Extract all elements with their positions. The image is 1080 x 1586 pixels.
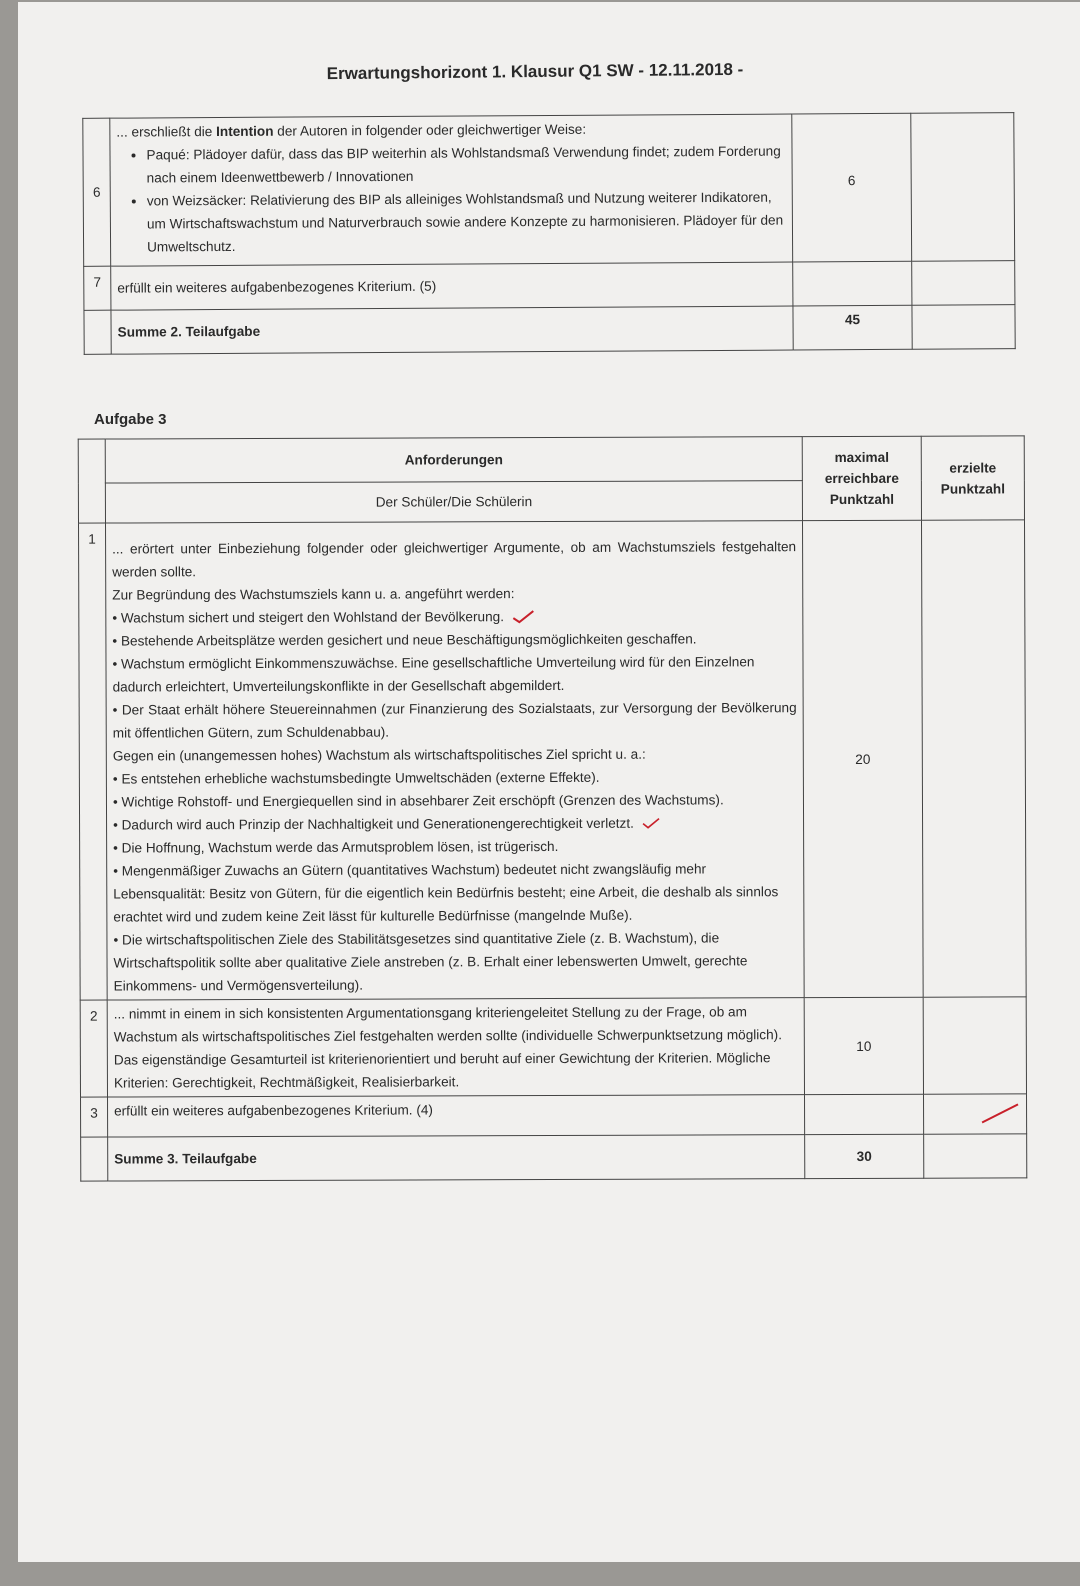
achieved-points xyxy=(911,113,1015,262)
list-item: • von Weizsäcker: Relativierung des BIP als alleiniges Wohlstandsmaß und Nutzung weiterer Indikatoren, um Wirtschaftswachstum und Naturverbrauch sowie andere Konzepte zu harmonisieren. Plädoyer für den Umweltschutz. xyxy=(147,186,786,259)
max-points xyxy=(793,261,912,306)
row-number: 1 xyxy=(79,523,108,1000)
sum-row xyxy=(84,305,1015,355)
list-item: • Der Staat erhält höhere Steuereinnahmen (zur Finanzierung des Sozialstaats, zur Versorgung der Bevölkerung mit öffentlichen Gütern, zum Schuldenabbau). xyxy=(112,700,797,741)
empty-cell xyxy=(81,1137,108,1181)
list-item: • Die Hoffnung, Wachstum werde das Armutsproblem lösen, ist trügerisch. xyxy=(113,838,559,856)
sum-row xyxy=(81,1134,1027,1181)
sum-points: 45 xyxy=(793,305,912,350)
sum-label: Summe 3. Teilaufgabe xyxy=(108,1135,805,1181)
red-check-mark-icon xyxy=(980,1102,1020,1124)
requirement-text: ... nimmt in einem in sich konsistenten Argumentationsgang kriteriengeleitet Stellung zu der Frage, ob am Wachstum als wirtschaftspolitisches Ziel festgehalten werden sollte (individuelle Schwerpunktsetzung möglich). Das eigenständige Gesamturteil ist kriterienorientiert und beruht auf einer Gewichtung der Kriterien. Mögliche Kriterien: Gerechtigkeit, Rechtmäßigkeit, Realisierbarkeit. xyxy=(107,998,804,1097)
requirement-text xyxy=(110,114,793,266)
header-anforderungen: Anforderungen xyxy=(105,437,802,483)
list-item-with-check xyxy=(112,604,796,629)
table-aufgabe-2-continued xyxy=(82,112,1015,355)
achieved-points xyxy=(912,305,1015,350)
achieved-points xyxy=(923,997,1026,1094)
list-item: • Die wirtschaftspolitischen Ziele des Stabilitätsgesetzes sind quantitative Ziele (z. B. Wachstum), die Wirtschaftspolitik sollte aber qualitative Ziele anstreben (z. B. Erhalt einer lebenswerten Umwelt, gerechte Einkommens- und Vermögensverteilung). xyxy=(113,930,748,994)
red-check-mark-icon xyxy=(642,818,660,830)
row-number: 3 xyxy=(81,1097,108,1137)
table-row xyxy=(79,520,1027,1000)
list-item: • Bestehende Arbeitsplätze werden gesichert und neue Beschäftigungsmöglichkeiten geschaffen. xyxy=(112,631,697,649)
text-line: Gegen ein (unangemessen hohes) Wachstum als wirtschaftspolitisches Ziel spricht u. a.: xyxy=(112,746,646,764)
requirement-text: erfüllt ein weiteres aufgabenbezogenes Kriterium. (4) xyxy=(108,1095,805,1137)
intro-bold: Intention xyxy=(216,123,274,140)
max-points: 20 xyxy=(802,520,923,997)
max-points: 10 xyxy=(804,997,923,1094)
achieved-points xyxy=(924,1134,1027,1178)
max-points: 6 xyxy=(792,113,912,262)
document-title: Erwartungshorizont 1. Klausur Q1 SW - 12.11.2018 - xyxy=(326,59,744,84)
table-aufgabe-3 xyxy=(78,435,1028,1181)
row-number: 6 xyxy=(83,118,111,266)
text-line: Zur Begründung des Wachstumsziels kann u. a. angeführt werden: xyxy=(112,586,515,603)
intro-text: ... erschließt die xyxy=(116,124,217,140)
empty-cell xyxy=(84,310,111,354)
list-item: • Paqué: Plädoyer dafür, dass das BIP weiterhin als Wohlstandsmaß Verwendung findet; zudem Forderung nach einem Ideenwettbewerb / Innovationen xyxy=(146,140,785,190)
row-number: 7 xyxy=(84,266,111,310)
achieved-points xyxy=(921,520,1026,997)
max-points xyxy=(805,1094,924,1134)
empty-cell xyxy=(78,439,105,523)
list-item: • Es entstehen erhebliche wachstumsbedingte Umweltschäden (externe Effekte). xyxy=(112,769,600,787)
sum-label: Summe 2. Teilaufgabe xyxy=(111,306,793,354)
sum-points: 30 xyxy=(805,1134,924,1178)
list-item-with-check xyxy=(113,811,797,836)
intro-text-end: der Autoren in folgender oder gleichwertiger Weise: xyxy=(273,121,587,139)
table-row xyxy=(81,1094,1027,1137)
section-heading: Aufgabe 3 xyxy=(94,411,167,428)
row-number: 2 xyxy=(80,1000,107,1097)
header-row xyxy=(78,436,1024,483)
table-row xyxy=(83,113,1015,267)
achieved-points xyxy=(912,261,1015,306)
text-line: ... erörtert unter Einbeziehung folgender oder gleichwertiger Argumente, ob am Wachstumsziels festgehalten werden sollte. xyxy=(112,539,797,580)
achieved-points xyxy=(923,1094,1026,1134)
list-item: • Wachstum sichert und steigert den Wohlstand der Bevölkerung. xyxy=(112,609,504,626)
list-item: • Wachstum ermöglicht Einkommenszuwächse. Eine gesellschaftliche Umverteilung wird für den Einzelnen dadurch erleichtert, Umverteilungskonflikte in der Gesellschaft abgemildert. xyxy=(112,654,755,695)
requirement-text: erfüllt ein weiteres aufgabenbezogenes Kriterium. (5) xyxy=(111,262,793,310)
table-row xyxy=(80,997,1026,1097)
subheader: Der Schüler/Die Schülerin xyxy=(105,481,802,523)
red-check-mark-icon xyxy=(512,610,534,624)
list-item: • Dadurch wird auch Prinzip der Nachhaltigkeit und Generationengerechtigkeit verletzt. xyxy=(113,815,634,833)
table-row xyxy=(84,261,1015,311)
header-max-points: maximal erreichbare Punktzahl xyxy=(802,436,921,520)
list-item: • Mengenmäßiger Zuwachs an Gütern (quantitatives Wachstum) bedeutet nicht zwangsläufig mehr Lebensqualität: Besitz von Gütern, für die eigentlich kein Bedürfnis besteht; eine Arbeit, die deshalb als sinnlos erachtet wird und zudem keine Zeit lässt für kulturelle Bedürfnisse (mangelnde Muße). xyxy=(113,861,779,925)
list-item: • Wichtige Rohstoff- und Energiequellen sind in absehbarer Zeit erschöpft (Grenzen des Wachstums). xyxy=(112,792,724,810)
header-achieved: erzielte Punktzahl xyxy=(921,436,1024,520)
requirement-text xyxy=(106,521,805,1000)
